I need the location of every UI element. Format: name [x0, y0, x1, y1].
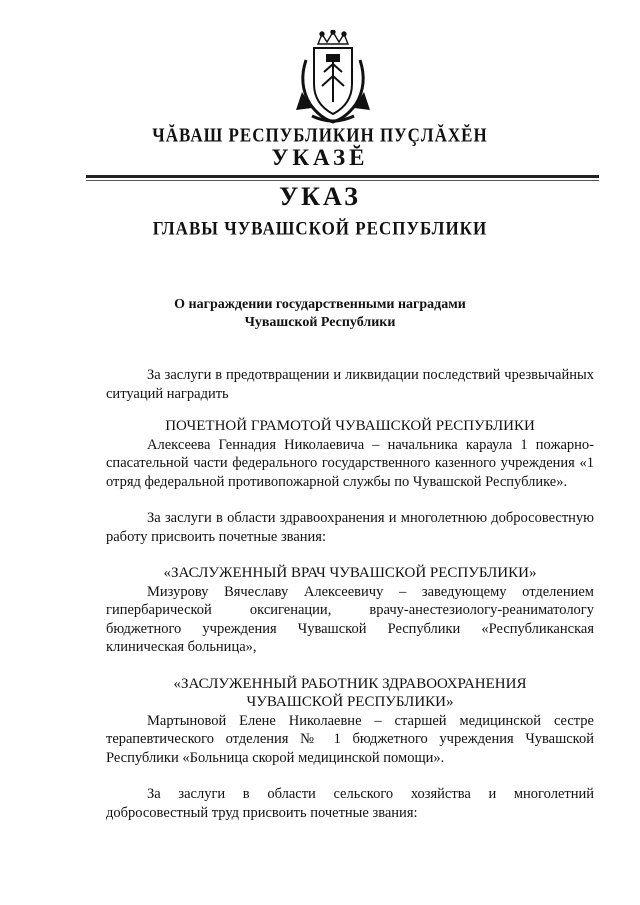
decree-subject	[0, 296, 640, 332]
award-title-certificate: ПОЧЕТНОЙ ГРАМОТОЙ ЧУВАШСКОЙ РЕСПУБЛИКИ	[165, 418, 535, 434]
chuvashia-coat-of-arms-icon	[292, 30, 374, 128]
paragraph-agriculture-merits: За заслуги в области сельского хозяйства и многолетний добросовестный труд присвоить почетные звания:	[106, 786, 594, 821]
decree-body	[106, 366, 594, 822]
award-title-line-1: «ЗАСЛУЖЕННЫЙ РАБОТНИК ЗДРАВООХРАНЕНИЯ	[173, 675, 527, 692]
paragraph-emergency-merits: За заслуги в предотвращении и ликвидации последствий чрезвычайных ситуаций наградить	[106, 367, 594, 402]
header-divider-thick	[86, 175, 599, 178]
chuvash-decree-title: УКАЗĔ	[271, 145, 369, 170]
paragraph-awardee-martynova: Мартыновой Елене Николаевне – старшей медицинской сестре терапевтического отделения № 1 бюджетного учреждения Чувашской Республики «Больница скорой медицинской помощи».	[106, 712, 594, 766]
header-divider-thin	[86, 180, 599, 181]
paragraph-awardee-mizurov: Мизурову Вячеславу Алексеевичу – заведующему отделением гипербарической оксигенации, врачу-анестезиологу-реаниматологу бюджетного учреждения Чувашской Республики «Республиканская клиническая больница»,	[106, 583, 594, 655]
decree-subtitle: ГЛАВЫ ЧУВАШСКОЙ РЕСПУБЛИКИ	[152, 218, 488, 239]
paragraph-healthcare-merits: За заслуги в области здравоохранения и многолетнюю добросовестную работу присвоить почетные звания:	[106, 510, 594, 545]
award-title-honored-healthcare-worker	[106, 675, 594, 712]
chuvash-header-line: ЧĂВАШ РЕСПУБЛИКИН ПУÇЛĂХĔН	[152, 124, 488, 146]
paragraph-awardee-alekseev: Алексеева Геннадия Николаевича – начальника караула 1 пожарно-спасательной части федерального государственного казенного учреждения «1 отряд федеральной противопожарной службы по Чувашской Республике».	[106, 436, 594, 490]
subject-line-2: Чувашской Республики	[244, 315, 396, 330]
award-title-line-2: ЧУВАШСКОЙ РЕСПУБЛИКИ»	[246, 694, 454, 710]
award-title-honored-doctor: «ЗАСЛУЖЕННЫЙ ВРАЧ ЧУВАШСКОЙ РЕСПУБЛИКИ»	[163, 565, 537, 581]
decree-title: УКАЗ	[279, 182, 361, 211]
subject-line-1: О награждении государственными наградами	[174, 297, 466, 312]
